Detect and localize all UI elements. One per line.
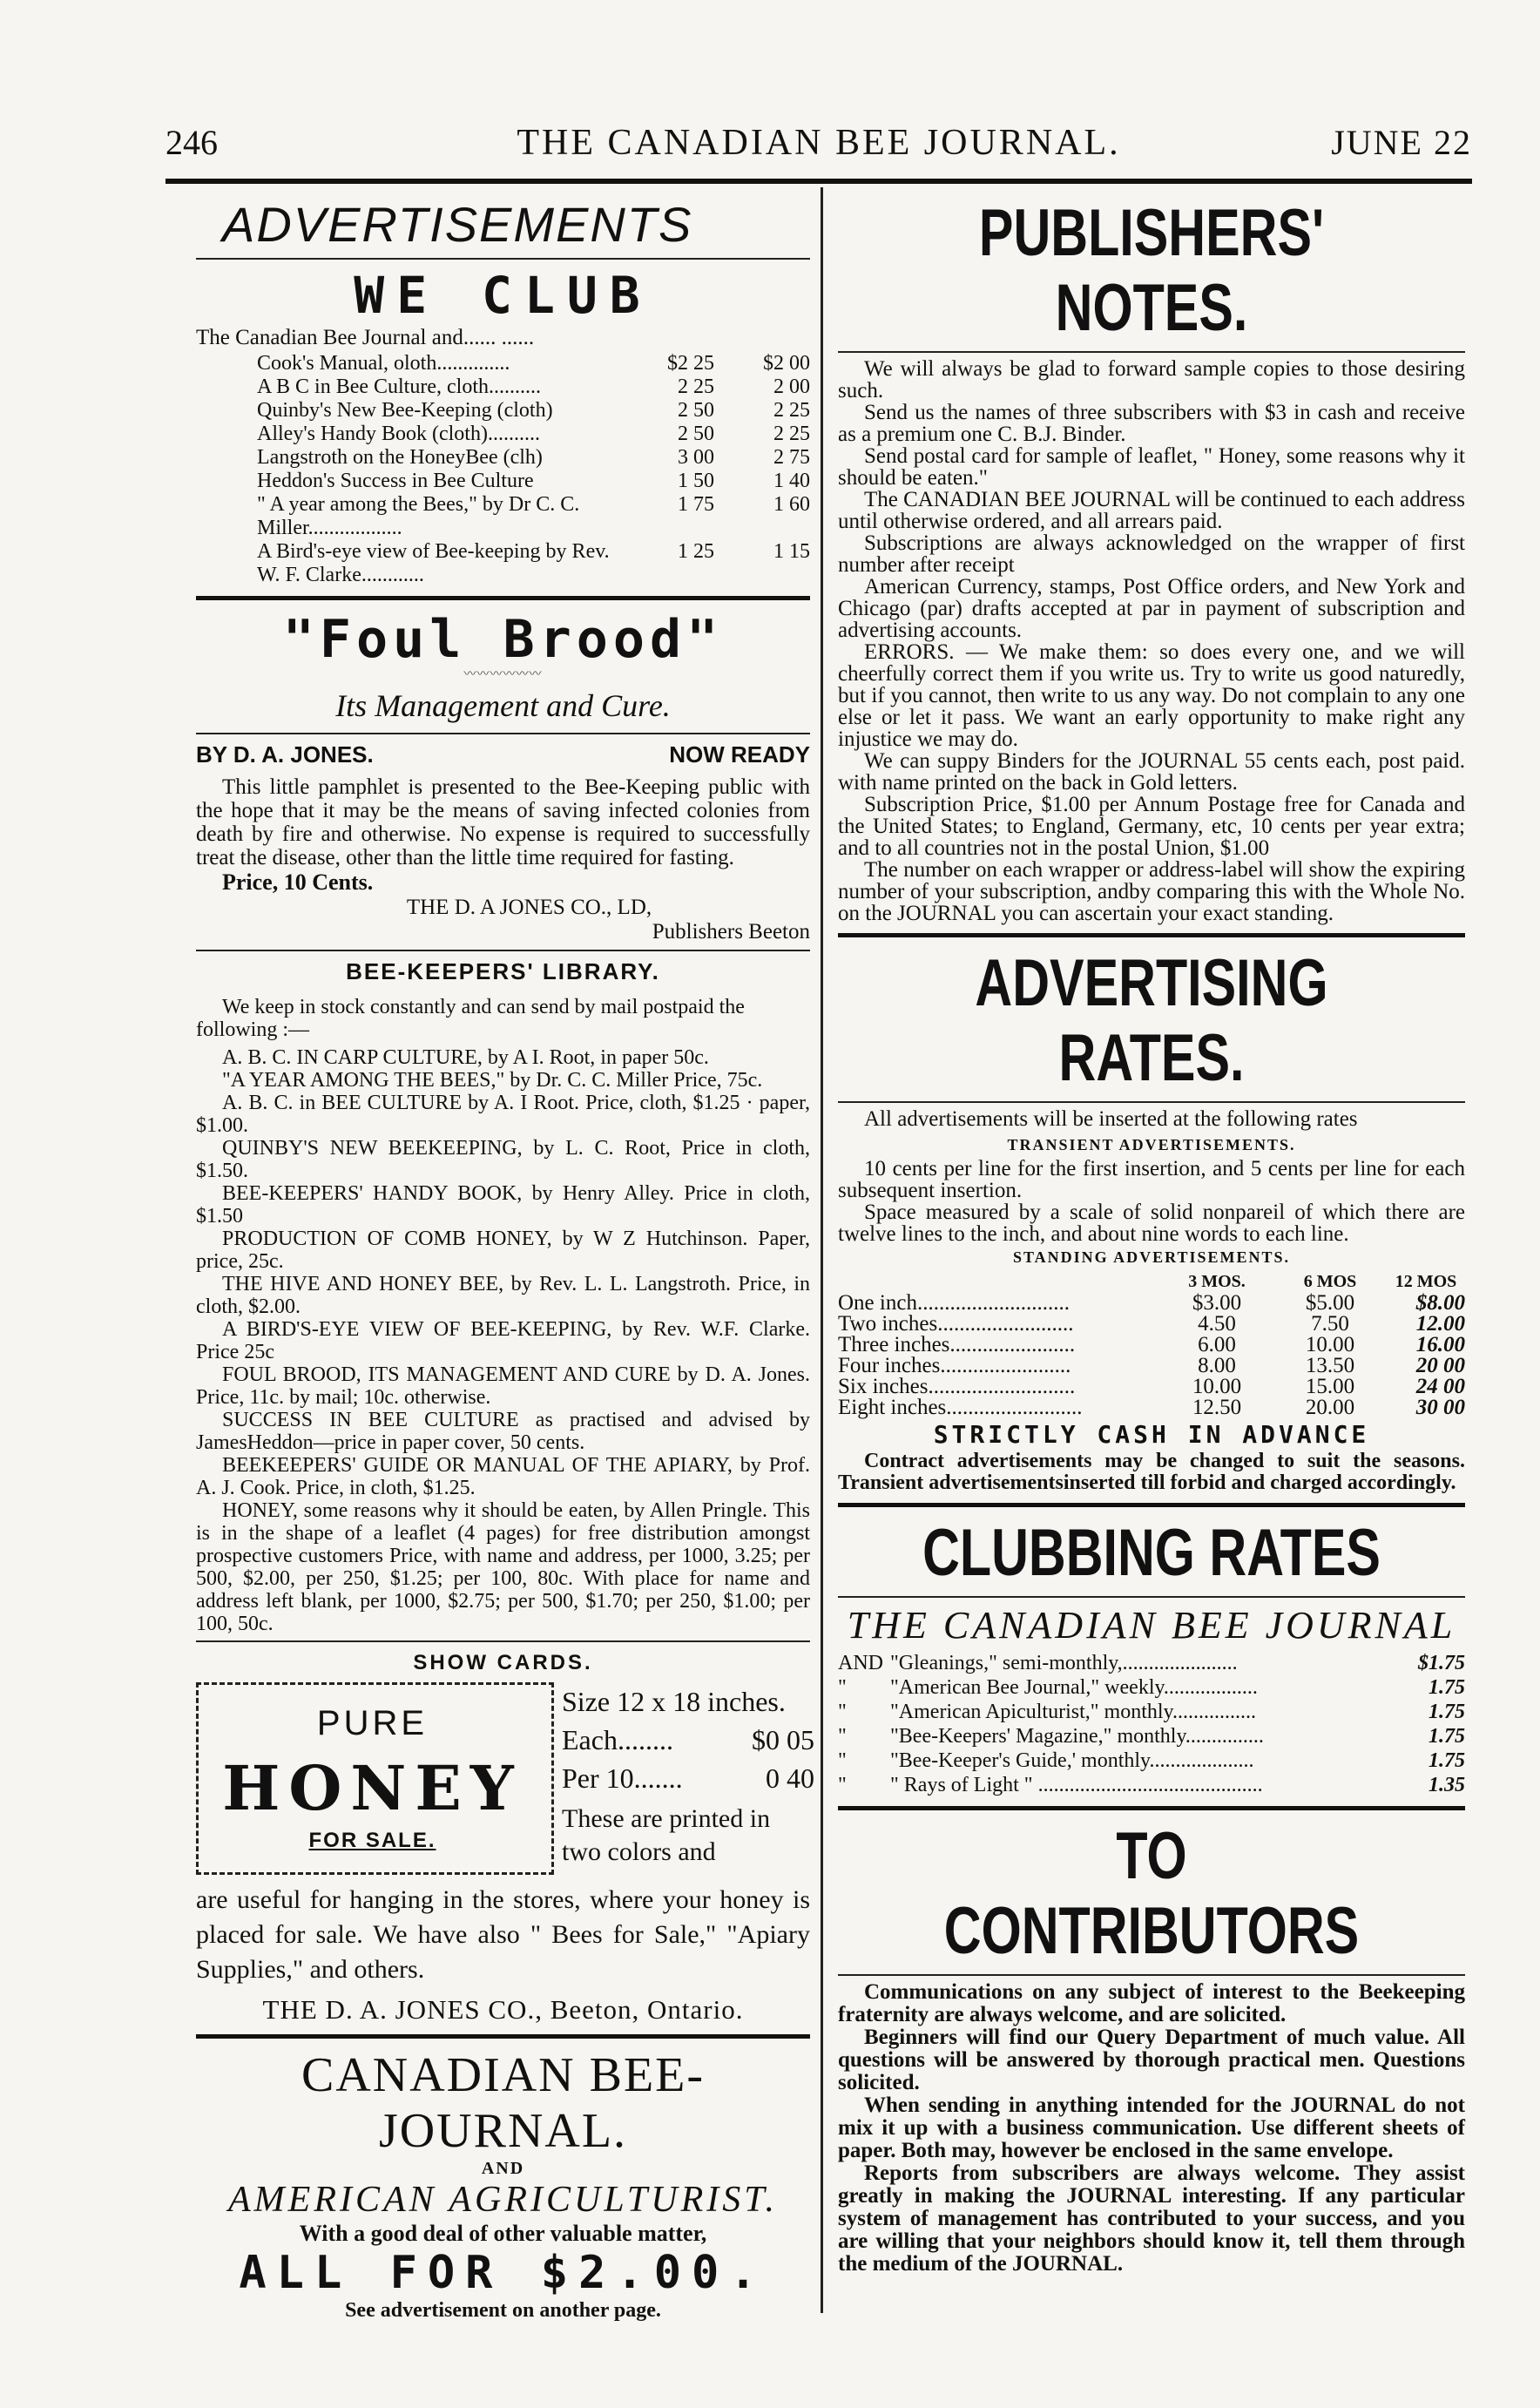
american-agriculturist: AMERICAN AGRICULTURIST.	[228, 2180, 778, 2220]
library-item: BEEKEEPERS' GUIDE OR MANUAL OF THE APIARY, by Prof. A. J. Cook. Price, in cloth, $1.25.	[196, 1454, 810, 1499]
club-price-a: 2 25	[678, 375, 714, 398]
publishers-note: American Currency, stamps, Post Office orders, and New York and Chicago (par) drafts accepted at par in payment of subscription and advertising accounts.	[838, 575, 1465, 642]
club-price-b: 2 75	[773, 446, 810, 469]
publishers-note: The CANADIAN BEE JOURNAL will be continued to each address until otherwise ordered, and all arrears paid.	[838, 488, 1465, 533]
rate-12-mos: 12.00	[1415, 1312, 1465, 1336]
rule	[838, 1101, 1465, 1103]
clubbing-prefix: "	[838, 1725, 847, 1748]
strictly-cash: STRICTLY CASH IN ADVANCE	[933, 1420, 1370, 1449]
publishers-note: Subscriptions are always acknowledged on the wrapper of first number after receipt	[838, 531, 1465, 577]
clubbing-prefix: AND	[838, 1652, 883, 1674]
card-each-row	[562, 1721, 814, 1759]
rate-label: One inch............................	[838, 1291, 1070, 1315]
rate-12-mos: 30 00	[1415, 1396, 1465, 1419]
contributors-notes	[838, 1981, 1465, 2276]
club-price-b: 2 25	[773, 423, 810, 445]
rate-12-mos: 24 00	[1415, 1375, 1465, 1398]
transient-heading: TRANSIENT ADVERTISEMENTS.	[1007, 1136, 1296, 1153]
club-price-a: 1 25	[678, 540, 714, 563]
rates-table	[838, 1270, 1465, 1418]
ornament: 〰〰〰〰〰〰	[463, 668, 543, 681]
contributor-note: Reports from subscribers are always welcome. They assist greatly in making the JOURNAL interesting. If any particular system of management has contributed to your success, and you are willing that your neighbors should know it, tell them through the medium of the JOURNAL.	[838, 2161, 1465, 2276]
club-item-name: Heddon's Success in Bee Culture	[257, 470, 534, 492]
rate-6-mos: 15.00	[1305, 1375, 1355, 1398]
see-advertisement: See advertisement on another page.	[345, 2299, 661, 2322]
clubbing-name: "Gleanings," semi-monthly,......................	[890, 1652, 1238, 1674]
club-table	[196, 352, 810, 587]
contributor-note: When sending in anything intended for the JOURNAL do not mix it up with a business communication. Use different sheets of paper. Both may, however be enclosed in the same envelope.	[838, 2093, 1465, 2162]
rate-3-mos: 10.00	[1192, 1375, 1242, 1398]
transient-rate: 10 cents per line for the first insertion, and 5 cents per line for each subsequent insertion.	[838, 1157, 1465, 1202]
clubbing-name: "American Apiculturist," monthly................	[890, 1701, 1256, 1723]
clubbing-price: 1.75	[1429, 1749, 1465, 1772]
cbj-line: With a good deal of other valuable matter,	[299, 2221, 707, 2246]
club-price-b: 1 60	[773, 493, 810, 516]
rate-row	[838, 1397, 1465, 1418]
rate-row	[838, 1293, 1465, 1314]
clubbing-prefix: "	[838, 1774, 847, 1796]
rate-label: Two inches.........................	[838, 1312, 1074, 1336]
card-each-label: Each........	[562, 1724, 673, 1755]
rate-3-mos: 12.50	[1192, 1396, 1242, 1419]
rate-6-mos: $5.00	[1305, 1291, 1355, 1315]
rule	[838, 1503, 1465, 1507]
space-measure: Space measured by a scale of solid nonpareil of which there are twelve lines to the inch, and about nine words to each line.	[838, 1201, 1465, 1246]
card-prices	[562, 1682, 814, 1869]
club-item-name: A B C in Bee Culture, cloth..........	[257, 375, 541, 398]
card-size: Size 12 x 18 inches.	[562, 1686, 786, 1717]
rate-label: Four inches........................	[838, 1354, 1071, 1377]
clubbing-title: THE CANADIAN BEE JOURNAL	[847, 1604, 1456, 1647]
publishers-note: Send postal card for sample of leaflet, " Honey, some reasons why it should be eaten."	[838, 444, 1465, 490]
foul-brood-price: Price, 10 Cents.	[222, 869, 374, 895]
clubbing-row	[838, 1651, 1465, 1675]
clubbing-price: 1.75	[1429, 1725, 1465, 1748]
club-item-name: Langstroth on the HoneyBee (clh)	[257, 446, 543, 469]
col-3-mos: 3 MOS.	[1188, 1272, 1246, 1291]
clubbing-row	[838, 1749, 1465, 1773]
publishers-note: We will always be glad to forward sample copies to those desiring such.	[838, 357, 1465, 402]
club-row	[196, 540, 810, 587]
rule	[196, 733, 810, 734]
library-item: FOUL BROOD, ITS MANAGEMENT AND CURE by D. A. Jones. Price, 11c. by mail; 10c. otherwise.	[196, 1363, 810, 1409]
card-text-b: are useful for hanging in the stores, where your honey is placed for sale. We have also " Bees for Sale," "Apiary Supplies," and others.	[196, 1885, 810, 1984]
publishers-note: The number on each wrapper or address-label will show the expiring number of your subscription, andby comparing this with the Whole No. on the JOURNAL you can ascertain your exact standing.	[838, 858, 1465, 925]
clubbing-row	[838, 1724, 1465, 1749]
card-each-price: $0 05	[752, 1724, 814, 1755]
card-honey-text: HONEY	[222, 1752, 523, 1824]
clubbing-prefix: "	[838, 1676, 847, 1699]
club-item-name: Alley's Handy Book (cloth)..........	[257, 423, 540, 445]
running-head	[165, 122, 1472, 174]
clubbing-name: "American Bee Journal," weekly..................	[890, 1676, 1258, 1699]
card-text-a: These are printed in two colors and	[562, 1804, 771, 1866]
club-row	[196, 399, 810, 423]
clubbing-price: 1.75	[1429, 1676, 1465, 1699]
club-price-a: 2 50	[678, 423, 714, 445]
library-item: A. B. C. in BEE CULTURE by A. I Root. Price, cloth, $1.25 · paper, $1.00.	[196, 1092, 810, 1137]
rate-3-mos: 6.00	[1198, 1333, 1236, 1356]
club-item-name: Cook's Manual, oloth..............	[257, 352, 510, 375]
foul-brood-subtitle: Its Management and Cure.	[335, 688, 671, 723]
club-row	[196, 423, 810, 446]
contributors-heading: TO CONTRIBUTORS	[943, 1819, 1360, 1968]
now-ready: NOW READY	[669, 741, 810, 768]
rate-3-mos: 4.50	[1198, 1312, 1236, 1336]
rate-label: Three inches.......................	[838, 1333, 1076, 1356]
rate-12-mos: $8.00	[1415, 1291, 1465, 1315]
clubbing-name: "Bee-Keeper's Guide,' monthly....................	[890, 1749, 1254, 1772]
library-heading: BEE-KEEPERS' LIBRARY.	[346, 958, 660, 984]
club-price-b: 1 40	[773, 470, 810, 492]
publishers-note: Send us the names of three subscribers with $3 in cash and receive as a premium one C. B.J. Binder.	[838, 401, 1465, 446]
library-item: HONEY, some reasons why it should be eaten, by Allen Pringle. This is in the shape of a leaflet (4 pages) for free distribution amongst prospective customers Price, with name and address, per 1000, 3.25; per 500, $2.00, per 250, $1.25; per 100, 80c. With place for name and address left blank, per 1000, $2.75; per 500, $1.70; per 250, $1.00; per 100, 50c.	[196, 1499, 810, 1635]
card-per-row	[562, 1759, 814, 1797]
library-item: A BIRD'S-EYE VIEW OF BEE-KEEPING, by Rev. W.F. Clarke. Price 25c	[196, 1318, 810, 1363]
rate-label: Eight inches.........................	[838, 1396, 1083, 1419]
club-item-name: " A year among the Bees," by Dr C. C. Miller..................	[257, 493, 580, 539]
clubbing-row	[838, 1675, 1465, 1700]
club-price-b: 1 15	[773, 540, 810, 563]
rule	[838, 1974, 1465, 1976]
journal-title: THE CANADIAN BEE JOURNAL.	[517, 123, 1121, 163]
rate-row	[838, 1376, 1465, 1397]
publishers-note: We can suppy Binders for the JOURNAL 55 cents each, post paid. with name printed on the back in Gold letters.	[838, 749, 1465, 795]
club-intro: The Canadian Bee Journal and...... ......	[196, 326, 535, 349]
clubbing-prefix: "	[838, 1701, 847, 1723]
publisher-sign	[196, 896, 810, 944]
club-price-a: 2 50	[678, 399, 714, 422]
library-item: PRODUCTION OF COMB HONEY, by W Z Hutchinson. Paper, price, 25c.	[196, 1228, 810, 1273]
jones-sign: THE D. A. JONES CO., Beeton, Ontario.	[262, 1994, 744, 2025]
clubbing-table	[838, 1651, 1465, 1797]
standing-heading: STANDING ADVERTISEMENTS.	[1012, 1248, 1291, 1266]
show-card-ad	[196, 1682, 814, 1883]
library-item: A. B. C. IN CARP CULTURE, by A I. Root, in paper 50c.	[222, 1046, 709, 1069]
club-item-name: A Bird's-eye view of Bee-keeping by Rev. W. F. Clarke............	[257, 540, 610, 586]
col-12-mos: 12 MOS	[1395, 1272, 1457, 1291]
club-row	[196, 375, 810, 399]
rule	[838, 351, 1465, 353]
rule	[196, 950, 810, 951]
header-rule	[165, 179, 1472, 184]
rate-6-mos: 7.50	[1311, 1312, 1349, 1336]
rule	[196, 596, 810, 600]
rate-row	[838, 1314, 1465, 1335]
foul-brood-text: This little pamphlet is presented to the Bee-Keeping public with the hope that it may be the means of saving infected colonies from death by fire and otherwise. No expense is required to successfully treat the disease, other than the little time required for fasting.	[196, 775, 810, 869]
rule	[196, 1640, 810, 1642]
issue-date: JUNE 22	[1331, 123, 1472, 162]
contract-note: Contract advertisements may be changed to suit the seasons. Transient advertisementsinserted till forbid and charged accordingly.	[838, 1450, 1465, 1494]
rate-row	[838, 1335, 1465, 1356]
clubbing-rates-heading: CLUBBING RATES	[922, 1516, 1381, 1590]
column-divider	[821, 187, 823, 2313]
contributor-note: Beginners will find our Query Department of much value. All questions will be answered by thorough practical men. Questions solicited.	[838, 2026, 1465, 2094]
publisher-name: THE D. A JONES CO., LD,	[406, 896, 652, 919]
all-for-price: ALL FOR $2.00.	[239, 2247, 767, 2299]
byline	[196, 741, 810, 768]
clubbing-price: 1.75	[1429, 1701, 1465, 1723]
club-row	[196, 493, 810, 540]
rule	[838, 1596, 1465, 1598]
club-item-name: Quinby's New Bee-Keeping (cloth)	[257, 399, 553, 422]
rule	[838, 933, 1465, 937]
card-per-label: Per 10.......	[562, 1762, 683, 1794]
right-column	[838, 196, 1465, 2276]
club-price-a: 1 75	[678, 493, 714, 516]
card-for-sale-text: FOR SALE.	[308, 1829, 436, 1852]
advertising-rates-heading: ADVERTISING RATES.	[975, 946, 1328, 1095]
rate-3-mos: 8.00	[1198, 1354, 1236, 1377]
advertisements-heading: ADVERTISEMENTS	[222, 197, 693, 252]
card-per-price: 0 40	[766, 1762, 814, 1794]
library-item: QUINBY'S NEW BEEKEEPING, by L. C. Root, Price in cloth, $1.50.	[196, 1137, 810, 1182]
library-item: SUCCESS IN BEE CULTURE as practised and advised by JamesHeddon—price in paper cover, 50 cents.	[196, 1409, 810, 1454]
club-price-a: $2 25	[667, 352, 714, 375]
club-row	[196, 352, 810, 375]
page-number: 246	[165, 123, 218, 162]
rate-12-mos: 20 00	[1415, 1354, 1465, 1377]
club-price-b: $2 00	[763, 352, 810, 375]
show-cards-heading: SHOW CARDS.	[413, 1651, 593, 1674]
library-list	[196, 1046, 810, 1635]
rate-12-mos: 16.00	[1415, 1333, 1465, 1356]
clubbing-name: "Bee-Keepers' Magazine," monthly...............	[890, 1725, 1264, 1748]
left-column	[196, 196, 814, 2323]
clubbing-prefix: "	[838, 1749, 847, 1772]
rule	[838, 1806, 1465, 1810]
club-row	[196, 446, 810, 470]
clubbing-row	[838, 1700, 1465, 1724]
rate-6-mos: 13.50	[1305, 1354, 1355, 1377]
clubbing-name: " Rays of Light " ...........................................	[890, 1774, 1263, 1796]
we-club-heading: WE CLUB	[354, 266, 652, 325]
publishers-note: ERRORS. — We make them: so does every one, and we will cheerfully correct them if you write us. Try to write us good naturedly, but if you cannot, then write to us any way. Do not complain to any one else or let it pass. We want an early opportunity to make right any injustice we may do.	[838, 640, 1465, 751]
clubbing-row	[838, 1773, 1465, 1797]
rate-3-mos: $3.00	[1192, 1291, 1242, 1315]
publisher-place: Publishers Beeton	[652, 920, 810, 944]
club-row	[196, 470, 810, 493]
publishers-notes-heading: PUBLISHERS' NOTES.	[978, 196, 1325, 345]
card-pure-text: PURE	[316, 1704, 429, 1742]
club-price-a: 1 50	[678, 470, 714, 492]
club-price-a: 3 00	[678, 446, 714, 469]
library-intro: We keep in stock constantly and can send by mail postpaid the following :—	[196, 996, 745, 1041]
rate-label: Six inches...........................	[838, 1375, 1076, 1398]
rate-6-mos: 20.00	[1305, 1396, 1355, 1419]
library-item: "A YEAR AMONG THE BEES," by Dr. C. C. Miller Price, 75c.	[222, 1069, 763, 1092]
publishers-note: Subscription Price, $1.00 per Annum Postage free for Canada and the United States; to England, Germany, etc, 10 cents per year extra; and to all countries not in the postal Union, $1.00	[838, 793, 1465, 860]
rates-intro: All advertisements will be inserted at the following rates	[864, 1107, 1358, 1131]
rule	[196, 2034, 810, 2039]
library-item: BEE-KEEPERS' HANDY BOOK, by Henry Alley. Price in cloth, $1.50	[196, 1182, 810, 1228]
rule	[196, 258, 810, 260]
cbj-and: AND	[481, 2159, 525, 2178]
rate-row	[838, 1356, 1465, 1376]
club-price-b: 2 25	[773, 399, 810, 422]
foul-brood-title: "Foul Brood"	[282, 609, 724, 670]
cbj-title: CANADIAN BEE-JOURNAL.	[301, 2048, 706, 2158]
col-6-mos: 6 MOS	[1303, 1272, 1357, 1291]
library-item: THE HIVE AND HONEY BEE, by Rev. L. L. Langstroth. Price, in cloth, $2.00.	[196, 1273, 810, 1318]
club-price-b: 2 00	[773, 375, 810, 398]
contributor-note: Communications on any subject of interest to the Beekeeping fraternity are always welcome, and are solicited.	[838, 1980, 1465, 2026]
rate-6-mos: 10.00	[1305, 1333, 1355, 1356]
clubbing-price: $1.75	[1418, 1652, 1465, 1674]
clubbing-price: 1.35	[1429, 1774, 1465, 1796]
author: BY D. A. JONES.	[196, 741, 374, 768]
publishers-notes	[838, 358, 1465, 924]
